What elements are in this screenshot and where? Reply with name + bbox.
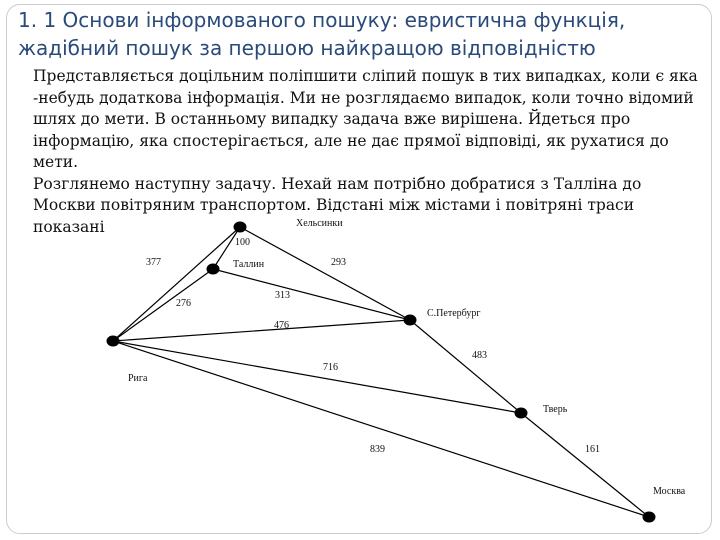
city-node-riga xyxy=(107,336,120,347)
distance-label-riga-tver: 716 xyxy=(323,362,338,373)
city-nodes xyxy=(107,222,656,523)
distance-label-tallinn-riga: 276 xyxy=(176,298,191,309)
distance-label-riga-spb: 476 xyxy=(274,320,289,331)
route-helsinki-spb xyxy=(240,227,410,320)
city-node-moscow xyxy=(643,512,656,523)
slide-title: 1. 1 Основи інформованого пошуку: евристична функція, жадібний пошук за першою найкращою відповідністю xyxy=(18,8,626,60)
city-label-spb: С.Петербург xyxy=(427,308,481,319)
distance-label-spb-tver: 483 xyxy=(472,350,487,361)
distance-label-helsinki-spb: 293 xyxy=(331,257,346,268)
city-node-tallinn xyxy=(207,264,220,275)
city-labels xyxy=(128,218,686,497)
city-label-riga: Рига xyxy=(128,373,148,384)
city-node-tver xyxy=(515,408,528,419)
city-label-tallinn: Таллин xyxy=(233,259,265,270)
route-tallinn-riga xyxy=(113,269,213,341)
body-paragraph-2: Розглянемо наступну задачу. Нехай нам потрібно добратися з Таллінa до Москви повітряним транспортом. Відстані між містами і повітряні траси показані xyxy=(33,174,642,236)
city-node-spb xyxy=(404,315,417,326)
route-tver-moscow xyxy=(521,413,649,517)
route-spb-tver xyxy=(410,320,521,413)
distance-label-tallinn-spb: 313 xyxy=(275,290,290,301)
distance-label-helsinki-tallinn: 100 xyxy=(235,237,250,248)
route-riga-spb xyxy=(113,320,410,341)
city-label-tver: Тверь xyxy=(543,404,568,415)
route-lines xyxy=(113,227,649,517)
body-paragraph-1: Представляється доцільним поліпшити сліпий пошук в тих випадках, коли є яка -небудь додаткова інформація. Ми не розглядаємо випадок, коли точно відомий шлях до мети. В останньому випадку задача вже вирішена. Йдеться про інформацію, яка спостерігається, але не дає прямої відповіді, як рухатися до мети. xyxy=(33,67,698,171)
city-label-helsinki: Хельсинки xyxy=(296,218,343,229)
route-helsinki-riga xyxy=(113,227,240,341)
distance-label-helsinki-riga: 377 xyxy=(146,257,161,268)
route-tallinn-spb xyxy=(213,269,410,320)
city-node-helsinki xyxy=(234,222,247,233)
city-label-moscow: Москва xyxy=(653,486,686,497)
distance-label-tver-moscow: 161 xyxy=(585,444,600,455)
route-riga-tver xyxy=(113,341,521,413)
route-riga-moscow xyxy=(113,341,649,517)
distance-label-riga-moscow: 839 xyxy=(370,444,385,455)
